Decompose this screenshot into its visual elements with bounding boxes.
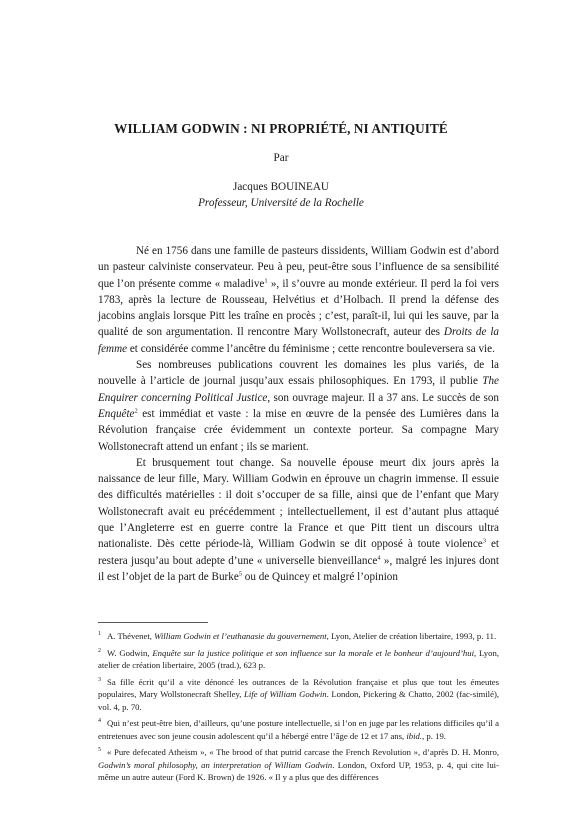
footnote	[98, 717, 499, 742]
text-run: . London, Oxford UP, 1953, p. 4, qui cite lui-même un autre auteur (Ford K. Brown) de 1926. « Il y a plus que des différences	[98, 759, 499, 782]
paragraph	[98, 357, 499, 455]
text-run: », il s’ouvre au monde extérieur. Il perd la foi vers 1783, après la lecture de Rousseau, Helvétius et d’Holbach. Il prend la défense des jacobins anglais lorsque Pitt les traîne en procès ; c’est, paraît-il, lui qui les sauve, par la qualité de son argumentation. Il rencontre Mary Wollstonecraft, auteur des	[98, 277, 500, 339]
footnote-number: 1	[98, 631, 101, 638]
italic-text: Enquête	[98, 407, 135, 420]
author-name: Jacques BOUINEAU	[232, 181, 329, 193]
footnote-ref[interactable]: 4	[377, 553, 381, 561]
text-run: , son ouvrage majeur. Il a 37 ans. Le succès de son	[267, 391, 499, 404]
italic-text: ibid.	[406, 730, 423, 741]
text-run: A. Thévenet,	[107, 631, 155, 641]
footnote-number: 4	[98, 718, 101, 725]
by-line: Par	[273, 152, 289, 164]
paragraph	[98, 243, 499, 357]
text-run: Né en 1756 dans une famille de pasteurs dissidents, William Godwin est d’abord un pasteur calviniste conservateur. Peu à peu, peut-être sous l’influence de sa sensibilité que l’on présente comme « maladive	[98, 245, 499, 290]
italic-text: The Enquirer concerning Political Justice	[98, 375, 499, 404]
footnote-ref[interactable]: 1	[264, 276, 268, 284]
italic-text: Droits de la femme	[98, 326, 499, 355]
author-affiliation: Professeur, Université de la Rochelle	[198, 197, 364, 209]
text-run: « Pure defecated Atheism », « The brood of that putrid carcase the French Revolution », d’après D. H. Monro,	[107, 747, 499, 757]
text-run: est immédiat et vaste : la mise en œuvre de la pensée des Lumières dans la Révolution française crée évidemment un contexte porteur. Sa compagne Mary Wollstonecraft attend un enfant ; ils se marient.	[98, 407, 499, 453]
footnote	[98, 676, 499, 714]
footnote-ref[interactable]: 5	[238, 570, 243, 578]
footnotes	[98, 630, 499, 788]
text-run: , p. 19.	[422, 730, 446, 741]
footnote-number: 5	[98, 747, 101, 754]
italic-text: Enquête sur la justice politique et son influence sur la morale et le bonheur d’aujourd’hui	[152, 647, 474, 658]
footnote-number: 3	[98, 676, 101, 683]
text-run: , Lyon, atelier de création libertaire, 2005 (trad.), 623 p.	[98, 647, 499, 670]
body-text	[98, 243, 499, 585]
italic-text: Godwin’s moral philosophy, an interpretation of William Godwin	[98, 759, 333, 770]
footnote	[98, 647, 499, 672]
text-run: W. Godwin,	[107, 647, 153, 658]
text-run: Qui n’est peut-être bien, d’ailleurs, qu’une posture intellectuelle, si l’on en juge par les relations difficiles qu’il a entretenues avec son jeune cousin adolescent qu’il a hébergé entre l’âge de 12 et 17 ans,	[98, 718, 499, 741]
footnote-ref[interactable]: 2	[134, 407, 138, 415]
footnote	[98, 630, 499, 643]
paragraph	[98, 455, 499, 585]
footnote-ref[interactable]: 3	[482, 537, 486, 545]
footnote-number: 2	[98, 647, 101, 654]
italic-text: William Godwin et l’euthanasie du gouvernement	[154, 631, 327, 641]
text-run: Ses nombreuses publications couvrent les domaines les plus variés, de la nouvelle à l’article de journal jusqu’aux essais philosophiques. En 1793, il publie	[98, 359, 499, 388]
text-run: Et brusquement tout change. Sa nouvelle épouse meurt dix jours après la naissance de leur fille, Mary. William Godwin en éprouve un chagrin immense. Il essuie des difficultés matérielles : il doit s’occuper de sa fille, ainsi que de l’enfant que Mary Wollstonecraft avait eu précédemment ; intellectuellement, il est d’autant plus attaqué que l’Angleterre est en guerre contre la France et que Pitt tient un discours ultra nationaliste. Dès cette période-là, William Godwin se dit opposé à toute violence	[98, 456, 499, 551]
text-run: », malgré les injures dont il est l’objet de la part de Burke	[98, 554, 499, 583]
text-run: et restera jusqu’au bout adepte d’une « universelle bienveillance	[98, 538, 500, 567]
footnote	[98, 746, 499, 784]
text-run: Sa fille écrit qu’il a vite dénoncé les outrances de la Révolution française et plus que tout les émeutes populaires, Mary Wollstonecraft Shelley,	[98, 676, 499, 699]
italic-text: Life of William Godwin	[244, 689, 327, 699]
text-run: et considérée comme l’ancêtre du féminisme ; cette rencontre bouleversera sa vie.	[127, 342, 495, 355]
footnote-separator	[98, 622, 208, 623]
text-run: ou de Quincey et malgré l’opinion	[242, 570, 398, 583]
text-run: , Lyon, Atelier de création libertaire, 1993, p. 11.	[326, 631, 497, 641]
article-title: WILLIAM GODWIN : NI PROPRIÉTÉ, NI ANTIQUITÉ	[114, 121, 448, 136]
text-run: . London, Pickering & Chatto, 2002 (fac-similé), vol. 4, p. 70.	[98, 689, 500, 712]
